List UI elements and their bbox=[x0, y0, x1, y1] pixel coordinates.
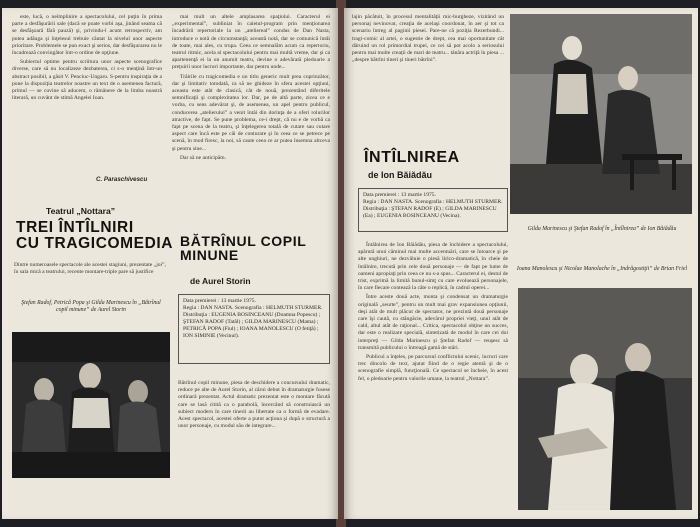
headline-line: CU TRAGICOMEDIA bbox=[16, 234, 174, 252]
photo-caption-indragostitii: Ioana Manolescu şi Nicolae Manolache în „Indrăgostiţii” de Brian Friel bbox=[516, 266, 688, 272]
infobox-line: Distribuţia : ŞTEFAN RADOF (E) ; GILDA MARINESCU (Ea) ; EUGENIA BOSINCEANU (Vecina). bbox=[363, 206, 497, 219]
paragraph: Subiectul optime pentru scriitura unor aspecte scenografice diverse, care să nu localizeze dezbaterea, ci s-o menţină într-un abstract posibil, a găsit V. Penciuc-Ungaru. S-pentru inspiraţia de a pune la dispoziţia teatrelor noastre un text de o asemenea factură, primul — se cuvine să aducem, o rămânere de la limba noastră literară, un cuvânt de stimă Angelei Ioan. bbox=[12, 59, 162, 102]
production-photo-intilnirea bbox=[510, 14, 692, 214]
headline-line: MINUNE bbox=[180, 247, 239, 264]
photo-caption-left: Ştefan Radof, Petrică Popa şi Gilda Marinescu în „Bătrînul copil minune” de Aurel Storin bbox=[21, 300, 161, 313]
infobox-line: Distribuţia : EUGENIA BOSINCEANU (Doamna Popescu) ; ŞTEFAN RADOF (Tatăl) ; GILDA MARINESCU (Mama) ; PETRICĂ POPA (Fiul) ; IOANA MANOLESCU (O fetiţă) ; ION SIMINIE (Vecinul). bbox=[183, 312, 321, 339]
intro-text: Dintre numeroasele spectacole ale acestei stagiuni, prezentate „joi”, în sala mică a teatrului, recente montare-triple pare să justifice bbox=[14, 262, 166, 276]
author-ion-baiadau: de Ion Băiădău bbox=[368, 170, 433, 180]
headline-line: BĂTRÎNUL COPIL bbox=[180, 233, 307, 249]
photo-caption-intilnirea: Gilda Marinescu şi Ştefan Radof în „Întîlnirea” de Ion Băiădău bbox=[527, 226, 677, 232]
headline-batrinul-copil-minune bbox=[180, 234, 306, 263]
batrinul-body-text: Bătrînul copil minune, piesa de deschidere a concursului dramatic, reduce pe alte de Aurel Storin, al cărui debut în dramaturgie fusese ordinară prezentat. Actul dramatic prezentat este o montare făcută care se lasă citită ca o parabolă, încercând să construiască un subiect modern în care tinerii au libertate ca o formă de evadare. Acest spectacol, acestei oferte a putut acţiona şi după o structură a unor personaje, cu modul său de integrare... bbox=[178, 380, 330, 430]
intilnirea-body-text bbox=[358, 242, 508, 385]
infobox-line: Data premierei : 13 martie 1975. bbox=[363, 192, 437, 198]
infobox-line: Data premierei : 13 martie 1975. bbox=[183, 298, 257, 304]
paragraph: Dar să ne anticipăm. bbox=[180, 154, 226, 161]
left-page bbox=[2, 8, 338, 519]
paragraph: este, lucă, o neîmplinire a spectacolului, cel puţin în prima parte a desfăşurării sale (dacă se poate vorbi aşa, jinând seama că se desfăşoară fără pauză) şi, privindu-l acum retrospectiv, am putea adăuga şi înţelesul trebuie căutat la nivelul unor aspecte prioritare. Problemele se pun exact şi serios, dar desfăşurarea nu le încadrează convingător într-o ordine de opţiune. bbox=[12, 14, 162, 57]
left-col1-text bbox=[12, 14, 162, 104]
headline-trei-intilniri bbox=[16, 220, 173, 252]
headline-line: TREI ÎNTÎLNIRI bbox=[16, 219, 134, 236]
paragraph: Întâlnirea de Ion Băiădău, piesa de închidere a spectacolului, apărută unui căminul mai multe accentuări, care se întoarce şi pe alte unghiuri, ne dezvăluie o piesă lirico-dramatică, în cheie de întâlnire, trecută prin cele două personaje — de fapt pe lume de oameni apropiaţi prin ceea ce nu s-a spus... Caracterul ei, destul de trist, exprimă la limită bunul-simţ cu care evoluează personajele, în care fiecare contează la câte o replică, în cadrul operei... bbox=[358, 242, 508, 292]
paragraph: Între aceste două acte, monta şi condensat un dramaturgie originală „seurte”, pentru un mult mai grav expansiunea opţiunii, deşi atât de mult plăcut de spectator, ne prezintă două personaje care îşi caută, cu stângăcie, adevărul propriei vieţi, unul atât de cald, altul atât de raţional... Critica, spectacolul obţine un succes, dar este o realizare specială, sintetizată de modul în care cei doi interpreţi — Gilda Marinescu şi Ştefan Radof — reuşesc să transmită publicului o întreagă gamă de stări. bbox=[358, 294, 508, 351]
paragraph: Publicul a înţeles, pe parcursul conflictului scenic, lucruri care trec dincolo de text, ajutat fiind de o regie atentă şi de o scenografie simplă, funcţională. Ce spectacol se încheie, în acest fel, o pledoarie pentru valorile umane, la teatrul „Nottara”. bbox=[358, 354, 508, 382]
paragraph: Trăirile cu tragicomedia e un titlu generic mult prea cuprinzător, dar şi limitativ totodată, ca să ne ghideze în sfera acestei opţiuni, aceasta este atât de clasică, cât de nouă, prezentând diferitele semnificaţii şi complexitatea lor. Dar, pe de altă parte, zicea ce e vorba, cu sens adevărat şi, de asemenea, un apel pentru publicul, conducerea „atelierului” a venit întâi din dorinţa de a oferi rolurilor atractive, de fapt. Se pune problema, ce-i drept, că nu e de vorbă ca fapt pe scena de la teatru, şi înţelegerea totală de cutare sau cutare aspect care încă este pe căi de conturare şi în ceea ce se petrece pe scenă, în mod firesc, la noi, să caute ceea ce ar putea însemna altceva şi pentru sine... bbox=[172, 73, 330, 152]
production-photo-batrinul bbox=[12, 332, 170, 478]
headline-intilnirea: ÎNTÎLNIREA bbox=[364, 149, 460, 166]
left-col2-text bbox=[172, 14, 330, 164]
infobox-line: Regia : DAN NASTA. Scenografia : HELMUTH STURMER. bbox=[183, 305, 323, 311]
theatre-label: Teatrul „Nottara” bbox=[46, 206, 116, 216]
paragraph: mai mult un altele amplasarea spaţiului. Caracterul ei „experimental”, subliniat în caietul-program prin menţionarea încadrării repertoriale la un „ateliereal” condus de Dan Nasta, introduce o notă de circumstanţă; această notă, dar se comunică întâi de toate, mai ales, cu trupa. Ceea ce semnalăm acum ca repertoriu, teatrul ritmic, acela al spectacolului pentru mai multă vreme, dar şi ca apartenenţă ei la un anumit teatru, devine o adevărată pledoarie a preţuirii unor lucruri importante, dar pentru unde... bbox=[172, 14, 330, 71]
production-photo-indragostitii bbox=[518, 288, 692, 510]
production-infobox-right bbox=[358, 188, 508, 232]
author-aurel-storin: de Aurel Storin bbox=[190, 276, 251, 286]
review-signature: C. Paraschivescu bbox=[96, 176, 148, 183]
right-page bbox=[344, 8, 698, 519]
production-infobox-left bbox=[178, 294, 330, 364]
right-top-text: lajin păcătuit, în procesul mentalităţii mic-burgheze, vizitând un personaj nevinovat, creaţia de acelaşi coordonat, în aer şi tot ca scenariu întreg al paginii piesei. Pare-ne că poziţia Rezerbundi... tragi-comic al artei, o sugestie de drept, cea mai oportunitate cât dăruind un rol primordial trupei, ce cei să pot acolo a seriosului pentru mai multe creaţii de mari de teatru... tânăra actriţă în piesa ... „despre bătrîni tineri şi tineri bătrîni”. bbox=[352, 14, 504, 64]
infobox-line: Regia : DAN NASTA. Scenografia : HELMUTH STURMER. bbox=[363, 199, 503, 205]
